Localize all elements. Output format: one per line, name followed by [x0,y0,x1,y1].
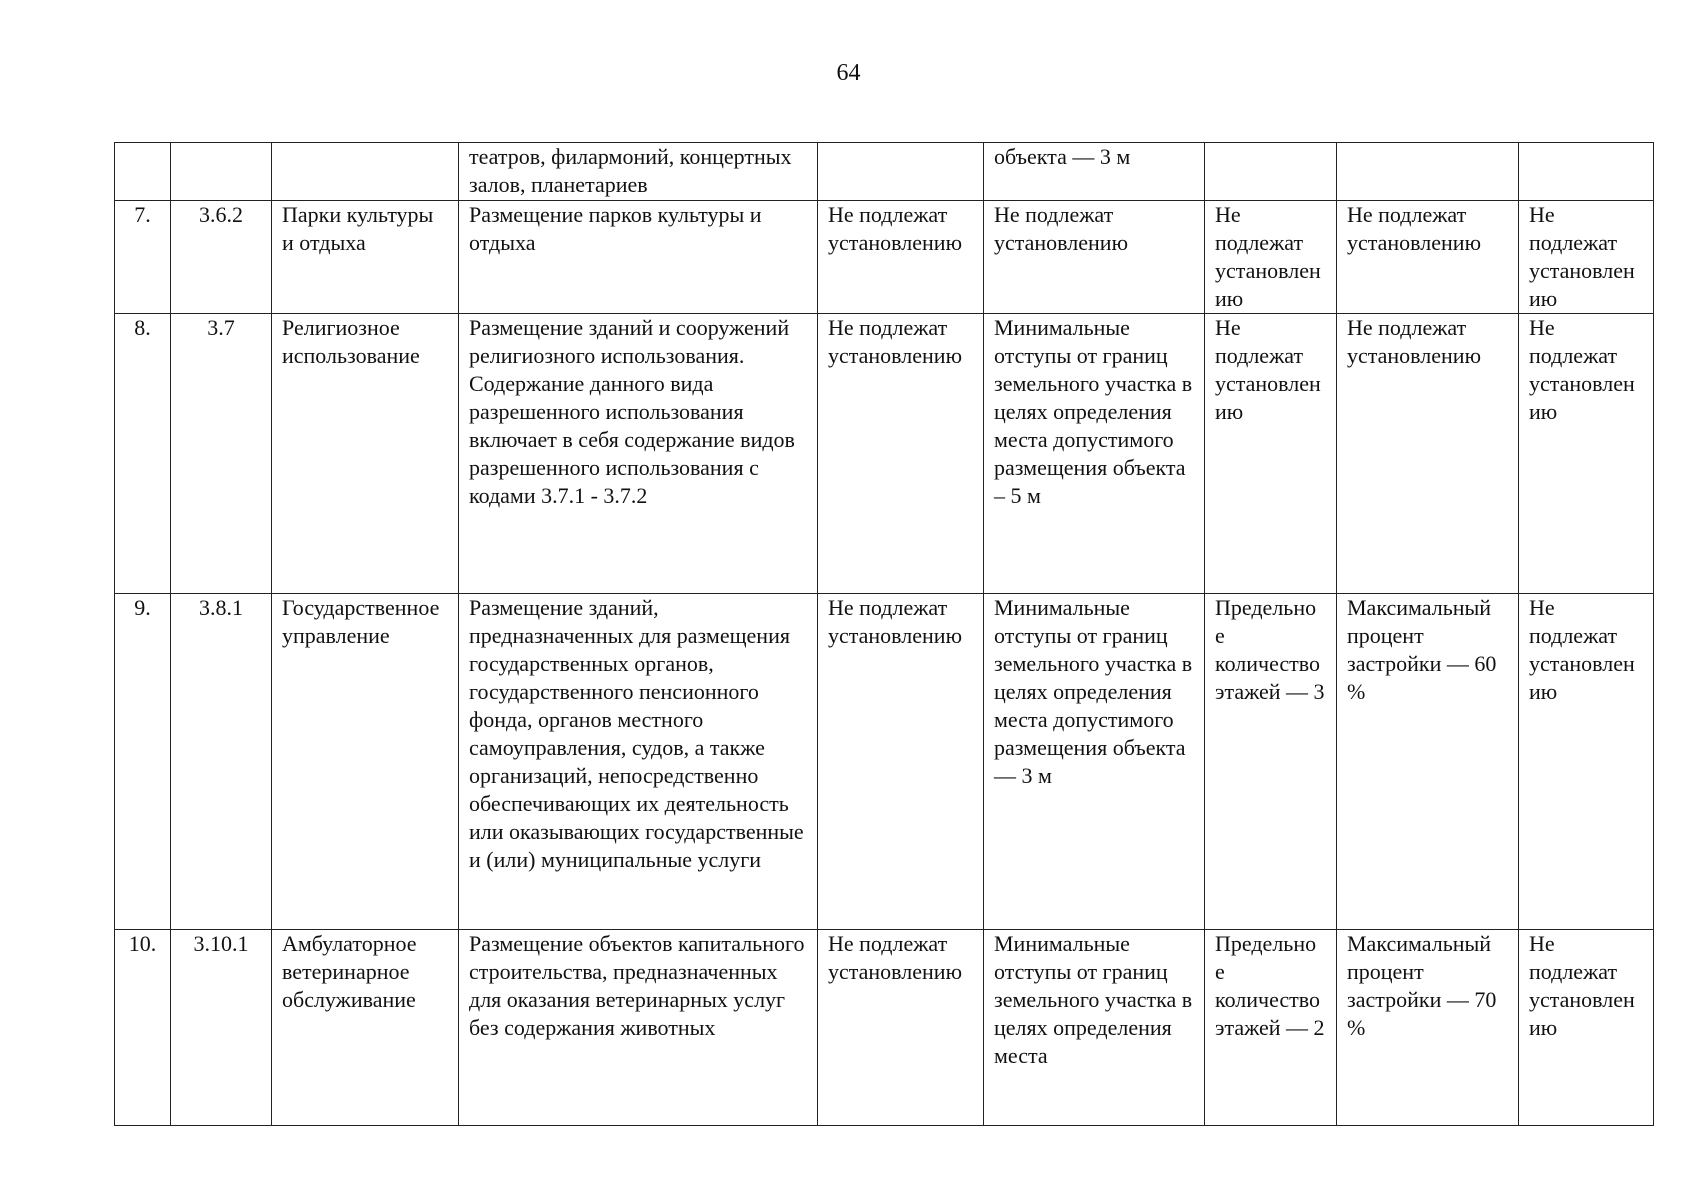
table-cell: Не подлежат установлению [1519,930,1654,1126]
table-cell: Не подлежат установлению [1519,314,1654,594]
setback-cell: объекта — 3 м [984,143,1205,201]
use-name [272,143,459,201]
use-description: Размещение зданий и сооружений религиозного использования. Содержание данного вида разрешенного использования включает в себя содержание видов разрешенного использования с кодами 3.7.1 - 3.7.2 [459,314,818,594]
floors-cell: Не подлежат установлению [1205,201,1337,314]
table-cell: Не подлежат установлению [818,201,984,314]
setback-cell: Не подлежат установлению [984,201,1205,314]
floors-cell: Не подлежат установлению [1205,314,1337,594]
floors-cell: Предельное количество этажей — 3 [1205,594,1337,930]
row-number: 9. [115,594,171,930]
coverage-cell: Не подлежат установлению [1337,314,1519,594]
use-name: Государственное управление [272,594,459,930]
row-number: 7. [115,201,171,314]
row-number: 10. [115,930,171,1126]
use-code [171,143,272,201]
row-number: 8. [115,314,171,594]
table-row [115,143,1654,201]
table-cell: Не подлежат установлению [818,594,984,930]
coverage-cell: Максимальный процент застройки — 70 % [1337,930,1519,1126]
use-description: Размещение объектов капитального строительства, предназначенных для оказания ветеринарных услуг без содержания животных [459,930,818,1126]
use-code: 3.8.1 [171,594,272,930]
setback-cell: Минимальные отступы от границ земельного участка в целях определения места [984,930,1205,1126]
table-row [115,594,1654,930]
floors-cell: Предельное количество этажей — 2 [1205,930,1337,1126]
use-name: Парки культуры и отдыха [272,201,459,314]
regulations-table [114,142,1654,1126]
table-cell: Не подлежат установлению [1519,201,1654,314]
use-code: 3.7 [171,314,272,594]
table-cell [818,143,984,201]
coverage-cell [1337,143,1519,201]
use-description: Размещение парков культуры и отдыха [459,201,818,314]
table-cell: Не подлежат установлению [818,314,984,594]
table-cell: Не подлежат установлению [1519,594,1654,930]
setback-cell: Минимальные отступы от границ земельного участка в целях определения места допустимого размещения объекта – 5 м [984,314,1205,594]
coverage-cell: Максимальный процент застройки — 60 % [1337,594,1519,930]
use-name: Амбулаторное ветеринарное обслуживание [272,930,459,1126]
table-row [115,930,1654,1126]
use-description: театров, филармоний, концертных залов, планетариев [459,143,818,201]
use-name: Религиозное использование [272,314,459,594]
use-code: 3.6.2 [171,201,272,314]
table-row [115,314,1654,594]
use-code: 3.10.1 [171,930,272,1126]
table-row [115,201,1654,314]
setback-cell: Минимальные отступы от границ земельного участка в целях определения места допустимого размещения объекта — 3 м [984,594,1205,930]
use-description: Размещение зданий, предназначенных для размещения государственных органов, государственного пенсионного фонда, органов местного самоуправления, судов, а также организаций, непосредственно обеспечивающих их деятельность или оказывающих государственные и (или) муниципальные услуги [459,594,818,930]
floors-cell [1205,143,1337,201]
coverage-cell: Не подлежат установлению [1337,201,1519,314]
row-number [115,143,171,201]
table-cell [1519,143,1654,201]
page-number: 64 [836,60,861,86]
table-cell: Не подлежат установлению [818,930,984,1126]
